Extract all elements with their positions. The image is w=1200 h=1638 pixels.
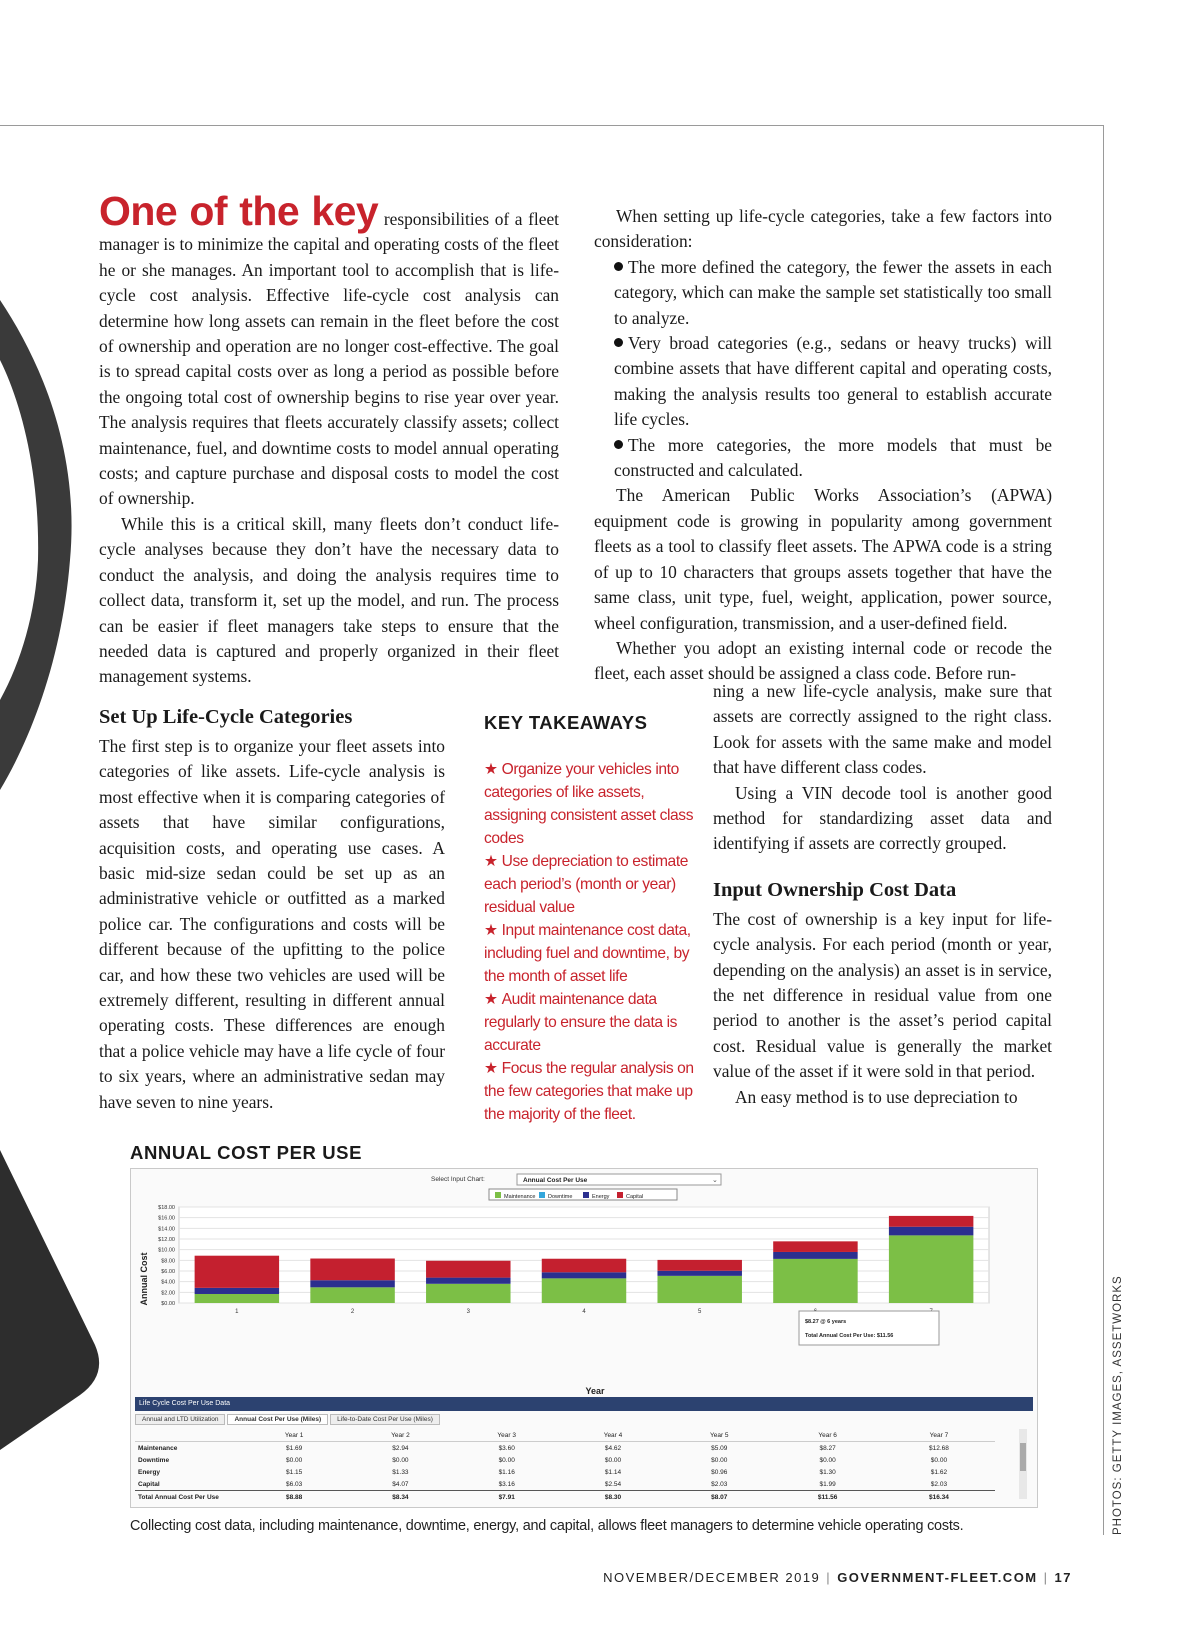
- scrollbar-thumb[interactable]: [1020, 1443, 1026, 1471]
- stacked-bar-chart: [131, 1169, 1037, 1397]
- chart-legend: [489, 1189, 677, 1200]
- column-header: Year 1: [241, 1429, 347, 1442]
- column-header: Year 5: [666, 1429, 772, 1442]
- bar-segment-capital: [542, 1259, 626, 1273]
- table-scrollbar[interactable]: [1019, 1429, 1027, 1499]
- column-header: Year 3: [454, 1429, 560, 1442]
- figure-title: ANNUAL COST PER USE: [130, 1142, 363, 1163]
- y-tick-label: $14.00: [158, 1226, 175, 1233]
- chart-tooltip: [799, 1311, 939, 1345]
- table-cell: Total Annual Cost Per Use: [135, 1491, 241, 1504]
- section-heading-categories: Set Up Life-Cycle Categories: [99, 706, 353, 728]
- table-cell: $16.34: [883, 1491, 995, 1504]
- software-screenshot: [130, 1168, 1038, 1508]
- legend-label: Maintenance: [504, 1194, 536, 1200]
- frame-rule-right: [1103, 125, 1104, 1535]
- legend-swatch: [539, 1192, 545, 1198]
- lead-paragraph: [99, 188, 559, 512]
- page-number: 17: [1054, 1570, 1072, 1585]
- table-cell: $0.00: [498, 1456, 515, 1464]
- table-cell: $1.30: [819, 1468, 836, 1476]
- y-tick-label: $16.00: [158, 1215, 175, 1222]
- section-2-tail: An easy method is to use depreciation to: [735, 1086, 1018, 1107]
- page-footer: NOVEMBER/DECEMBER 2019 | GOVERNMENT-FLEET.COM | 17: [603, 1570, 1072, 1585]
- table-row: [135, 1478, 995, 1491]
- footer-site: GOVERNMENT-FLEET.COM: [837, 1570, 1038, 1585]
- star-icon: ★: [484, 922, 498, 939]
- table-cell: $3.60: [498, 1444, 515, 1452]
- footer-issue: NOVEMBER/DECEMBER 2019: [603, 1570, 821, 1585]
- star-icon: ★: [484, 1060, 498, 1077]
- bar-segment-energy: [195, 1288, 279, 1294]
- table-header-row: [135, 1429, 995, 1442]
- bar-segment-capital: [195, 1256, 279, 1288]
- takeaway-item: ★ Input maintenance cost data, including fuel and downtime, by the month of asset life: [484, 922, 691, 985]
- table-cell: $3.16: [498, 1480, 515, 1488]
- x-tick-label: 2: [350, 1309, 355, 1315]
- legend-label: Capital: [626, 1194, 644, 1200]
- paragraph-2: While this is a critical skill, many fleets don’t conduct life-cycle analyses because they don’t have the necessary data to conduct the analysis, and doing the analysis requires time to collect data, transform it, set up the model, and run. The process can be easier if fleet managers take steps to ensure that the needed data is captured and properly organized in their fleet management systems.: [99, 513, 559, 687]
- frame-rule-top: [0, 125, 1104, 126]
- table-cell: $2.54: [604, 1480, 622, 1488]
- lead-drop-heading: One of the key: [99, 188, 379, 234]
- legend-swatch: [583, 1192, 589, 1198]
- table-cell: $1.62: [930, 1468, 948, 1476]
- chevron-down-icon[interactable]: ⌄: [712, 1177, 718, 1184]
- table-cell: $0.00: [392, 1456, 409, 1464]
- table-cell: $6.03: [286, 1480, 303, 1488]
- legend-swatch: [617, 1192, 623, 1198]
- bar-segment-energy: [310, 1280, 394, 1287]
- column-header: Year 6: [772, 1429, 882, 1442]
- tooltip-line-1: $8.27 @ 6 years: [805, 1319, 847, 1325]
- tab-ltd-cost-per-use[interactable]: Life-to-Date Cost Per Use (Miles): [330, 1414, 440, 1425]
- column-header: Year 2: [347, 1429, 453, 1442]
- bar-segment-maintenance: [657, 1276, 741, 1303]
- lead-text: responsibilities of a fleet manager is to minimize the capital and operating costs of the fleet he or she manages. An important tool to accomplish that is life-cycle cost analysis. Effective life-cycle cost analysis can determine how long assets can remain in the fleet before the cost of ownership and operation are no longer cost-effective. The goal is to spread capital costs over as long a period as possible before the ongoing total cost of ownership begins to rise year over year. The analysis requires that fleets accurately classify assets; collect maintenance, fuel, and downtime costs to model annual operating costs; and capture purchase and disposal costs to model the cost of ownership.: [99, 209, 559, 509]
- table-cell: $8.88: [241, 1491, 347, 1504]
- bar-segment-capital: [426, 1261, 510, 1278]
- right-intro: When setting up life-cycle categories, take a few factors into consideration:: [594, 206, 1052, 252]
- bar-segment-energy: [542, 1272, 626, 1278]
- bullet-item: The more defined the category, the fewer the assets in each category, which can make the sample set statistically too small to analyze.: [614, 256, 1052, 328]
- star-icon: ★: [484, 991, 498, 1008]
- apwa-paragraph: The American Public Works Association’s (APWA) equipment code is growing in popularity among government fleets as a tool to classify fleet assets. The APWA code is a string of up to 10 characters that groups assets together that have the same class, unit type, fuel, weight, application, power source, wheel configuration, transmission, and a user-defined field.: [594, 485, 1052, 633]
- table-cell: $7.91: [454, 1491, 560, 1504]
- table-cell: $1.15: [286, 1468, 303, 1476]
- tooltip-line-2: Total Annual Cost Per Use: $11.56: [805, 1333, 894, 1339]
- select-input-label: Select Input Chart:: [431, 1176, 485, 1183]
- bar-segment-energy: [889, 1227, 973, 1236]
- y-tick-label: $12.00: [158, 1237, 175, 1243]
- table-cell: $2.03: [711, 1480, 728, 1488]
- legend-label: Energy: [592, 1194, 610, 1200]
- bullet-icon: [614, 262, 623, 271]
- y-tick-label: $0.00: [161, 1301, 175, 1307]
- star-icon: ★: [484, 761, 498, 778]
- table-cell: $5.09: [711, 1444, 728, 1452]
- table-cell: $8.27: [819, 1444, 836, 1452]
- table-cell: $0.00: [930, 1456, 948, 1464]
- table-cell: Downtime: [138, 1456, 170, 1464]
- table-cell: Maintenance: [138, 1444, 178, 1452]
- bar-segment-energy: [773, 1252, 857, 1259]
- right-column: [594, 204, 1052, 687]
- x-tick-label: 4: [582, 1309, 586, 1315]
- table-cell: $1.33: [392, 1468, 409, 1476]
- table-cell: $12.68: [929, 1444, 949, 1452]
- star-icon: ★: [484, 853, 498, 870]
- key-takeaways-title: KEY TAKEAWAYS: [484, 712, 648, 733]
- y-tick-label: $10.00: [158, 1247, 175, 1254]
- table-cell: $8.34: [347, 1491, 453, 1504]
- left-column: [99, 188, 559, 690]
- bullet-item: Very broad categories (e.g., sedans or heavy trucks) will combine assets that have different capital and operating costs, making the analysis results too general to establish accurate life cycles.: [614, 333, 1052, 430]
- takeaway-item: ★ Organize your vehicles into categories of like assets, assigning consistent asset class codes: [484, 761, 694, 847]
- bar-segment-maintenance: [426, 1284, 510, 1303]
- bar-segment-maintenance: [195, 1294, 279, 1303]
- table-row: [135, 1466, 995, 1478]
- table-cell: $1.16: [498, 1468, 515, 1476]
- recode-paragraph-start: Whether you adopt an existing internal code or recode the fleet, each asset should be assigned a class code. Before run-: [594, 637, 1052, 684]
- x-tick-label: 1: [235, 1309, 239, 1315]
- table-cell: $0.96: [711, 1468, 728, 1476]
- bar-segment-capital: [310, 1259, 394, 1281]
- bar-segment-energy: [426, 1278, 510, 1284]
- data-table-header: Life Cycle Cost Per Use Data: [135, 1397, 1033, 1411]
- table-cell: $1.14: [604, 1468, 622, 1476]
- vin-paragraph: Using a VIN decode tool is another good method for standardizing asset data and identifying if assets are correctly grouped.: [713, 782, 1052, 854]
- legend-swatch: [495, 1192, 501, 1198]
- tab-annual-ltd-utilization[interactable]: Annual and LTD Utilization: [135, 1414, 225, 1425]
- table-cell: $11.56: [772, 1491, 882, 1504]
- table-cell: $1.69: [286, 1444, 303, 1452]
- bar-segment-maintenance: [310, 1287, 394, 1303]
- table-cell: $0.00: [819, 1456, 836, 1464]
- bar-segment-capital: [657, 1260, 741, 1271]
- table-cell: $2.94: [392, 1444, 409, 1452]
- y-tick-label: $2.00: [161, 1290, 175, 1297]
- table-cell: $4.07: [392, 1480, 409, 1488]
- column-header: Year 4: [560, 1429, 666, 1442]
- table-cell: Capital: [138, 1480, 160, 1488]
- table-cell: $1.99: [819, 1480, 836, 1488]
- takeaway-item: ★ Use depreciation to estimate each period’s (month or year) residual value: [484, 853, 689, 916]
- bullet-item: The more categories, the more models that must be constructed and calculated.: [614, 434, 1052, 481]
- table-row: [135, 1442, 995, 1455]
- data-table-tabs: [135, 1414, 442, 1426]
- takeaway-item: ★ Audit maintenance data regularly to ensure the data is accurate: [484, 991, 678, 1054]
- bullet-icon: [614, 338, 623, 347]
- section-1: [99, 704, 445, 1115]
- section-2-body: The cost of ownership is a key input for life-cycle analysis. For each period (month or year, depending on the analysis) an asset is in service, the net difference in residual value from one period to another is the asset’s period capital cost. Residual value is generally the market value of the asset if it were sold in that period.: [713, 908, 1052, 1082]
- takeaway-item: ★ Focus the regular analysis on the few categories that make up the majority of the fleet.: [484, 1060, 694, 1123]
- table-row: [135, 1491, 995, 1504]
- table-cell: Energy: [138, 1468, 161, 1476]
- bar-segment-energy: [657, 1271, 741, 1276]
- figure-caption: Collecting cost data, including maintenance, downtime, energy, and capital, allows fleet managers to determine vehicle operating costs.: [130, 1518, 964, 1534]
- y-tick-label: $8.00: [161, 1258, 175, 1265]
- x-axis-label: Year: [585, 1386, 605, 1396]
- select-input-value: Annual Cost Per Use: [523, 1177, 588, 1184]
- legend-label: Downtime: [548, 1194, 573, 1200]
- y-tick-label: $4.00: [161, 1279, 175, 1286]
- table-cell: $0.00: [286, 1456, 303, 1464]
- bullet-list: [594, 255, 1052, 484]
- y-tick-label: $18.00: [158, 1205, 175, 1211]
- right-narrow-column: [713, 679, 1052, 1110]
- section-1-body: The first step is to organize your fleet assets into categories of like assets. Life-cycle analysis is most effective when it is comparing categories of assets that have similar configurations, acquisition costs, and operating use cases. A basic mid-size sedan could be set up as an administrative vehicle or outfitted as a marked police car. The configurations and costs will be different because of the upfitting to the police car, and how these two vehicles are used will be extremely different, resulting in different annual operating costs. These differences are enough that a police vehicle may have a life cycle of four to six years, where an administrative sedan may have seven to nine years.: [99, 736, 445, 1112]
- bar-segment-maintenance: [542, 1278, 626, 1303]
- bar-segment-maintenance: [773, 1259, 857, 1303]
- cost-data-table: [135, 1429, 995, 1503]
- table-cell: $8.30: [560, 1491, 666, 1504]
- bar-segment-capital: [773, 1241, 857, 1252]
- y-tick-label: $6.00: [161, 1269, 175, 1275]
- decorative-arc-graphic: [0, 0, 110, 1638]
- table-row: [135, 1454, 995, 1466]
- table-cell: $0.00: [604, 1456, 622, 1464]
- bullet-icon: [614, 440, 623, 449]
- column-header: Year 7: [883, 1429, 995, 1442]
- x-tick-label: 5: [698, 1309, 702, 1315]
- table-cell: $0.00: [711, 1456, 728, 1464]
- x-tick-label: 3: [466, 1309, 470, 1315]
- tab-annual-cost-per-use[interactable]: Annual Cost Per Use (Miles): [227, 1414, 328, 1425]
- recode-paragraph-cont: ning a new life-cycle analysis, make sure that assets are correctly assigned to the right class. Look for assets with the same make and model that have different class codes.: [713, 681, 1052, 778]
- table-cell: $8.07: [666, 1491, 772, 1504]
- bar-segment-maintenance: [889, 1235, 973, 1303]
- table-cell: $2.03: [930, 1480, 948, 1488]
- photo-credit: PHOTOS: GETTY IMAGES, ASSETWORKS: [1112, 1275, 1124, 1535]
- y-axis-label: Annual Cost: [139, 1252, 149, 1306]
- key-takeaways-box: [484, 712, 696, 1126]
- section-heading-ownership: Input Ownership Cost Data: [713, 878, 957, 901]
- column-header: [135, 1429, 241, 1442]
- bar-segment-capital: [889, 1216, 973, 1227]
- table-cell: $4.62: [604, 1444, 622, 1452]
